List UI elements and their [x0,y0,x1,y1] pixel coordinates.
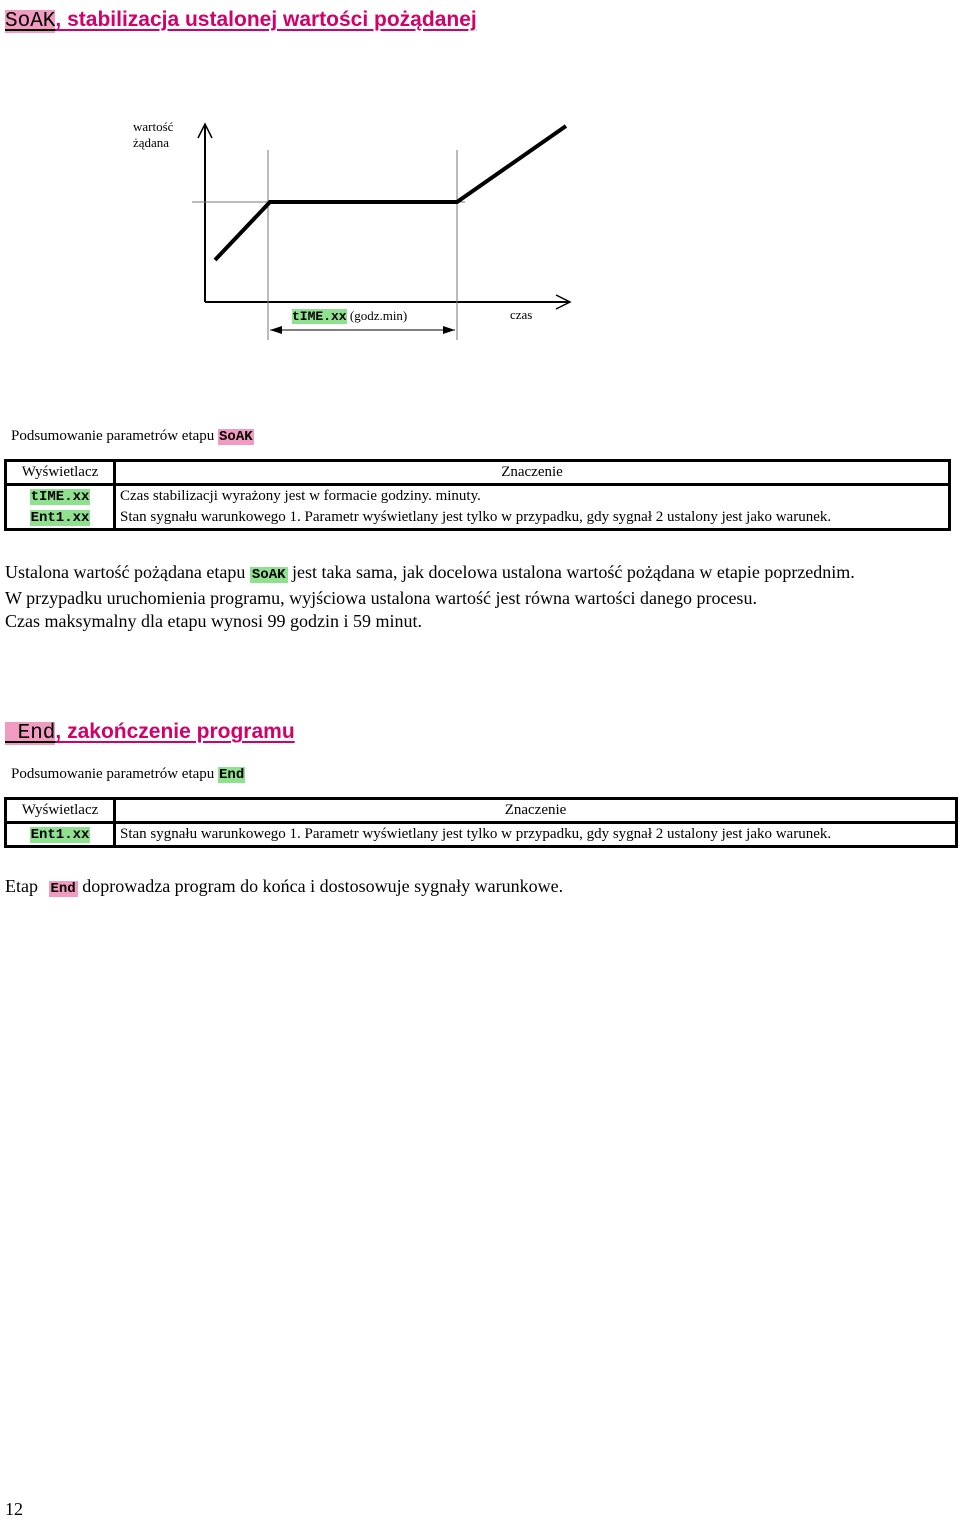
page-number: 12 [5,1499,23,1519]
table-row-desc: Stan sygnału warunkowego 1. Parametr wyświetlany jest tylko w przypadku, gdy sygnał 2 ustalony jest jako warunek. [115,823,957,847]
table-header-meaning: Znaczenie [115,461,950,485]
x-axis-label: czas [510,307,533,322]
table-header-display: Wyświetlacz [6,461,115,485]
soak-summary-code: SoAK [219,429,253,445]
y-axis-label [133,119,173,151]
duration-arrow-right [443,326,455,334]
table-row [6,507,950,530]
end-section-heading [5,720,295,745]
soak-description [5,561,855,633]
soak-params-table [4,459,951,531]
duration-arrow-left [270,326,282,334]
table-header-meaning: Znaczenie [115,799,957,823]
table-row-code: Ent1.xx [6,507,115,530]
end-heading-text: , zakończenie programu [55,720,295,743]
duration-code: tIME.xx [292,309,347,324]
soak-description-line1: Ustalona wartość pożądana etapu SoAK jest taka sama, jak docelowa ustalona wartość pożądana w etapie poprzednim. [5,562,855,583]
end-heading-code: End [5,722,56,745]
end-summary-caption [11,766,245,783]
table-header-row [6,799,957,823]
end-description: Etap End doprowadza program do końca i dostosowuje sygnały warunkowe. [5,876,564,897]
soak-summary-prefix: Podsumowanie parametrów etapu [11,428,219,444]
end-inline-code: End [50,881,76,897]
end-summary-code: End [219,767,245,783]
soak-description-line3: Czas maksymalny dla etapu wynosi 99 godzin i 59 minut. [5,611,422,631]
table-row-desc: Czas stabilizacji wyrażony jest w formacie godziny. minuty. [115,485,950,508]
duration-label [292,308,407,324]
table-header-display: Wyświetlacz [6,799,115,823]
end-params-table [4,797,958,848]
y-axis-label-line1: wartość [133,119,174,134]
soak-summary-caption [11,428,254,445]
soak-heading-text: , stabilizacja ustalonej wartości pożądanej [55,8,477,31]
end-summary-prefix: Podsumowanie parametrów etapu [11,766,219,782]
soak-description-line2: W przypadku uruchomienia programu, wyjściowa ustalona wartość jest równa wartości danego procesu. [5,588,757,608]
table-row-desc: Stan sygnału warunkowego 1. Parametr wyświetlany jest tylko w przypadku, gdy sygnał 2 ustalony jest jako warunek. [115,507,950,530]
table-row [6,485,950,508]
y-axis-label-line2: żądana [133,135,170,150]
table-row-code: tIME.xx [6,485,115,508]
table-header-row [6,461,950,485]
soak-diagram [0,0,960,360]
soak-heading-code: SoAK [5,10,56,33]
table-row [6,823,957,847]
soak-diagram-svg [0,0,960,360]
table-row-code: Ent1.xx [6,823,115,847]
duration-suffix: (godz.min) [346,308,408,323]
soak-inline-code: SoAK [251,567,286,583]
